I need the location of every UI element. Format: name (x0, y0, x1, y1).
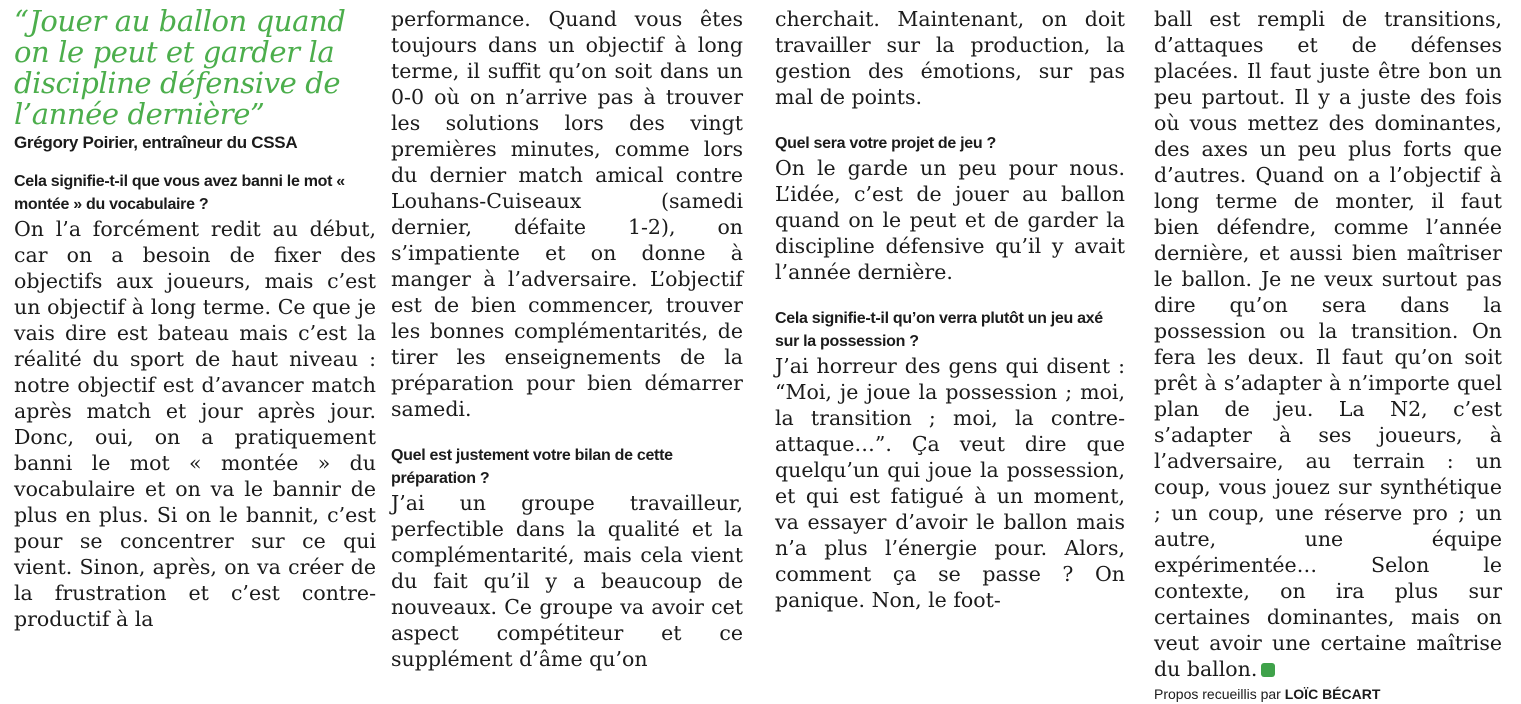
answer-2: J’ai un groupe travailleur, perfectible dans la qualité et la complémentarité, mais cela vient du fait qu’il y a beaucoup de nouveaux. Ce groupe va avoir cet aspect compétiteur et ce supplément d’âme qu’on (391, 491, 743, 671)
quote-attribution: Grégory Poirier, entraîneur du CSSA (14, 133, 298, 152)
question-2: Quel est justement votre bilan de cette préparation ? (391, 447, 673, 487)
interview-credit (1154, 684, 1502, 704)
answer-4: J’ai horreur des gens qui disent : “Moi, je joue la possession ; moi, la transition ; moi, la contre-attaque…”. Ça veut dire que quelqu’un qui joue la possession, et qui est fatigué à un moment, va essayer d’avoir le ballon mais n’a plus l’énergie pour. Alors, comment ça se passe ? On panique. Non, le foot- (775, 354, 1125, 612)
column-1 (14, 6, 376, 632)
answer-4-continued-text: ball est rempli de transitions, d’attaques et de défenses placées. Il faut juste être bon un peu partout. Il y a juste des fois où vous mettez des dominantes, des axes un peu plus forts que d’autres. Quand on a l’objectif à long terme de monter, il faut bien défendre, comme l’année dernière, et aussi bien maîtriser le ballon. Je ne veux surtout pas dire qu’on sera dans la possession ou la transition. On fera les deux. Il faut qu’on soit prêt à s’adapter à n’importe quel plan de jeu. La N2, c’est s’adapter à ses joueurs, à l’adversaire, au terrain : un coup, vous jouez sur synthétique ; un coup, une réserve pro ; un autre, une équipe expérimentée… Selon le contexte, on ira plus sur certaines dominantes, mais on veut avoir une certaine maîtrise du ballon. (1154, 7, 1502, 681)
column-2 (391, 6, 743, 672)
answer-1: On l’a forcément redit au début, car on a besoin de fixer des objectifs aux joueurs, mais c’est un objectif à long terme. Ce que je vais dire est bateau mais c’est la réalité du sport de haut niveau : notre objectif est d’avancer match après match et jour après jour. Donc, oui, on a pratiquement banni le mot « montée » du vocabulaire et on va le bannir de plus en plus. Si on le bannit, c’est pour se concentrer sur ce qui vient. Sinon, après, on va créer de la frustration et c’est contre-productif à la (14, 217, 376, 631)
column-3 (775, 6, 1125, 613)
end-of-article-icon (1261, 663, 1275, 677)
answer-1-continued: performance. Quand vous êtes toujours dans un objectif à long terme, il suffit qu’on soit dans un 0-0 où on n’arrive pas à trouver les solutions lors des vingt premières minutes, comme lors du dernier match amical contre Louhans-Cuiseaux (samedi dernier, défaite 1-2), on s’impatiente et on donne à manger à l’adversaire. L’objectif est de bien commencer, trouver les bonnes complémentarités, de tirer les enseignements de la préparation pour bien démarrer samedi. (391, 7, 743, 421)
answer-3: On le garde un peu pour nous. L’idée, c’est de jouer au ballon quand on le peut et de garder la discipline défensive qu’il y avait l’année dernière. (775, 156, 1125, 284)
column-4 (1154, 6, 1502, 704)
credit-prefix: Propos recueillis par (1154, 686, 1281, 702)
pull-quote: “Jouer au ballon quand on le peut et garder la discipline défensive de l’année dernière” (14, 4, 346, 131)
question-1: Cela signifie-t-il que vous avez banni le mot « montée » du vocabulaire ? (14, 173, 345, 213)
question-4: Cela signifie-t-il qu’on verra plutôt un jeu axé sur la possession ? (775, 310, 1103, 350)
answer-4-continued (1154, 6, 1502, 682)
question-3: Quel sera votre projet de jeu ? (775, 135, 996, 152)
credit-author: LOÏC BÉCART (1284, 686, 1381, 702)
answer-2-continued: cherchait. Maintenant, on doit travailler sur la production, la gestion des émotions, sur pas mal de points. (775, 7, 1125, 109)
